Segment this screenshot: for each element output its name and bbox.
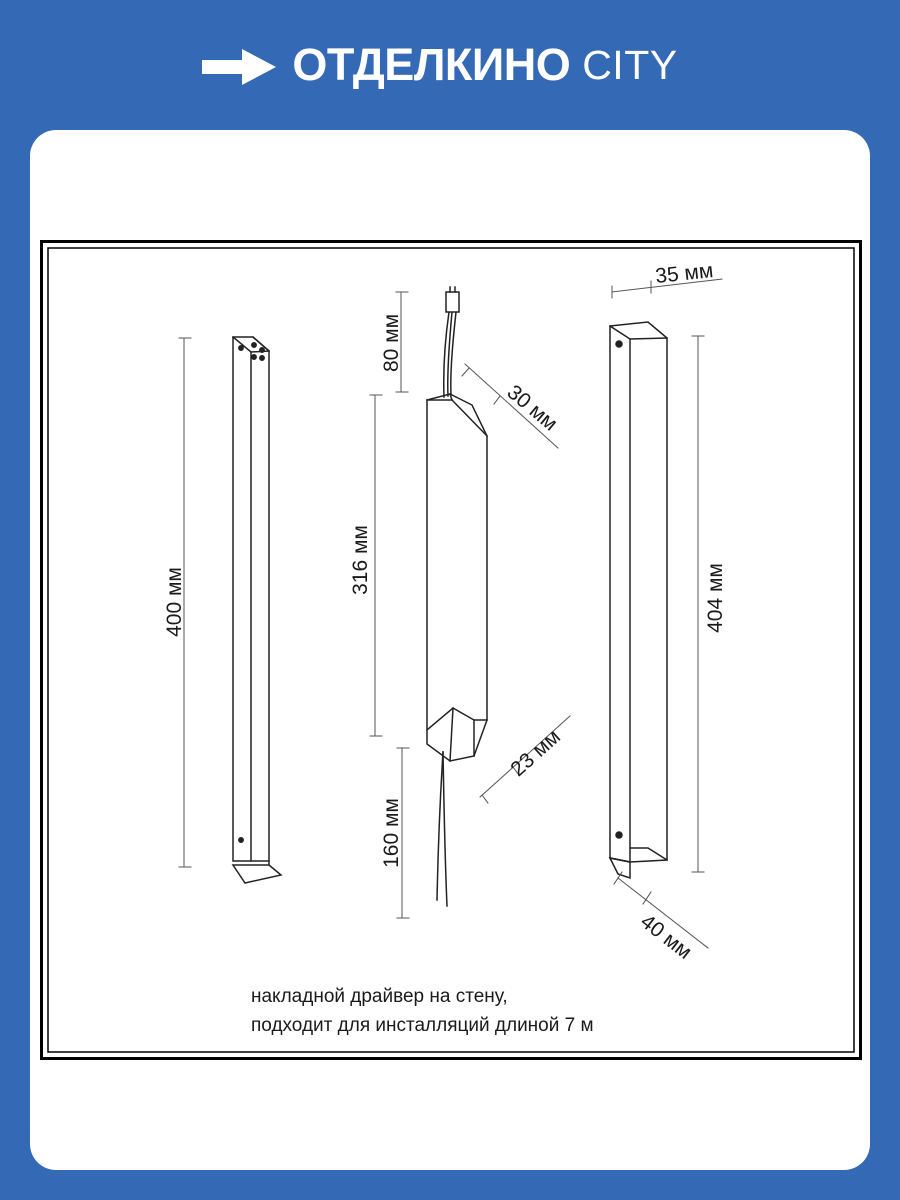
caption-line-1: накладной драйвер на стену, — [251, 986, 508, 1007]
brand-suffix: CITY — [582, 41, 678, 88]
right-height-label: 404 мм — [704, 563, 727, 633]
driver-drawing — [427, 287, 487, 906]
driver-bottom-cable-label: 160 мм — [380, 798, 403, 868]
driver-width-label: 30 мм — [502, 380, 562, 436]
header — [0, 0, 900, 130]
brand-name: ОТДЕЛКИНО — [292, 39, 571, 90]
left-profile-drawing — [233, 337, 281, 883]
driver-depth-label: 23 мм — [506, 725, 565, 782]
right-width-label: 35 мм — [654, 259, 715, 289]
right-profile-drawing — [610, 322, 667, 878]
right-depth-label: 40 мм — [636, 909, 696, 964]
dimension-diagram — [40, 240, 862, 1060]
right-height-dimension — [692, 336, 704, 872]
brand-logo[interactable] — [202, 39, 677, 91]
left-height-label: 400 мм — [163, 567, 186, 637]
arrow-right-icon — [202, 49, 276, 85]
driver-body-label: 316 мм — [349, 525, 372, 595]
caption-line-2: подходит для инсталляций длиной 7 м — [251, 1015, 594, 1036]
driver-top-cable-label: 80 мм — [380, 313, 403, 373]
